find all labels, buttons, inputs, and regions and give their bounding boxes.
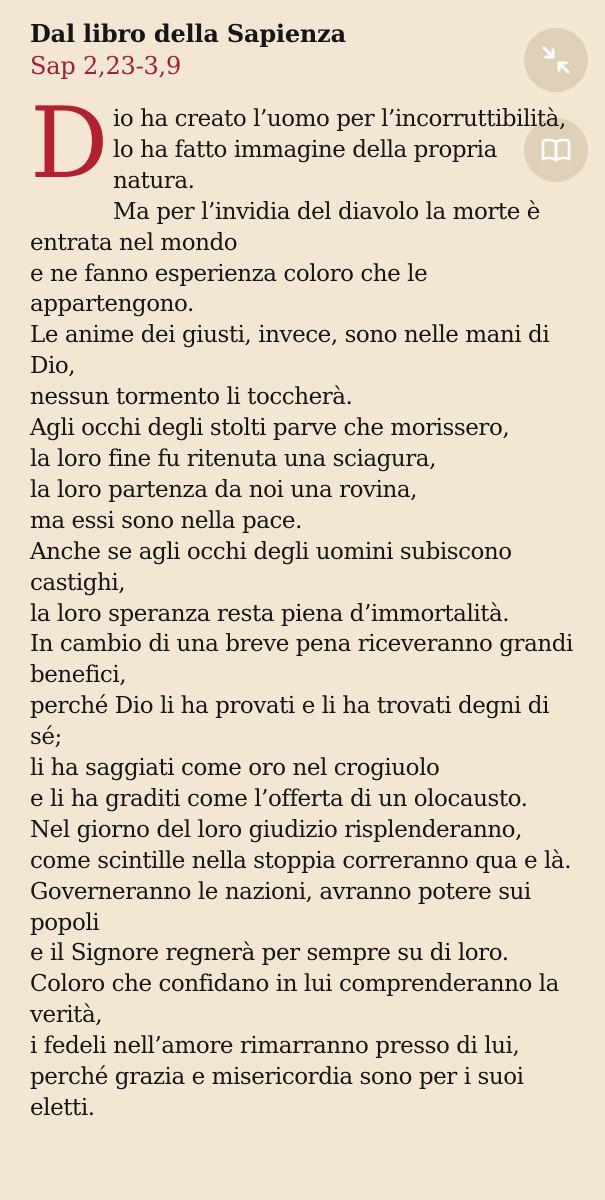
collapse-button[interactable] <box>524 28 588 92</box>
reading-line: sé; <box>30 724 62 751</box>
book-title: Dal libro della Sapienza <box>30 19 346 48</box>
reading-line: benefici, <box>30 662 127 689</box>
reading-line: popoli <box>30 909 100 936</box>
reading-line: natura. <box>113 167 195 194</box>
reading-line: Ma per l’invidia del diavolo la morte è <box>113 198 540 225</box>
reading-line: Governeranno le nazioni, avranno potere sui <box>30 878 531 905</box>
reading-line: ma essi sono nella pace. <box>30 507 302 534</box>
reading-line: come scintille nella stoppia correranno qua e là. <box>30 847 572 874</box>
reading-line: Coloro che confidano in lui comprenderanno la <box>30 971 559 998</box>
reading-line: la loro fine fu ritenuta una sciagura, <box>30 445 436 472</box>
reading-line: castighi, <box>30 569 126 596</box>
reading-header <box>30 18 346 82</box>
reading-text <box>30 104 590 1124</box>
reading-line: In cambio di una breve pena riceveranno grandi <box>30 631 573 658</box>
reading-line: io ha creato l’uomo per l’incorruttibilità, <box>113 106 566 132</box>
reading-line: e li ha graditi come l’offerta di un olocausto. <box>30 785 528 812</box>
scripture-reference: Sap 2,23-3,9 <box>30 52 182 80</box>
reading-line: Anche se agli occhi degli uomini subiscono <box>30 538 512 565</box>
drop-cap: D <box>30 87 109 201</box>
reading-line: verità, <box>30 1002 103 1029</box>
reading-line: perché Dio li ha provati e li ha trovati degni di <box>30 693 549 720</box>
reading-line: la loro partenza da noi una rovina, <box>30 476 417 503</box>
reading-line: Le anime dei giusti, invece, sono nelle mani di <box>30 322 550 349</box>
reading-line: Dio, <box>30 353 76 380</box>
reading-line: la loro speranza resta piena d’immortalità. <box>30 600 510 627</box>
reading-line: entrata nel mondo <box>30 229 238 256</box>
collapse-arrows-icon <box>541 45 571 75</box>
reading-line: e il Signore regnerà per sempre su di loro. <box>30 940 509 967</box>
reading-line: e ne fanno esperienza coloro che le <box>30 260 428 287</box>
reading-line: li ha saggiati come oro nel crogiuolo <box>30 755 440 782</box>
reading-line: perché grazia e misericordia sono per i suoi <box>30 1064 524 1091</box>
reading-line: Nel giorno del loro giudizio risplenderanno, <box>30 816 522 843</box>
reading-line: i fedeli nell’amore rimarranno presso di lui, <box>30 1033 520 1060</box>
reading-line: eletti. <box>30 1095 95 1121</box>
reading-line: nessun tormento li toccherà. <box>30 384 353 411</box>
reading-line: Agli occhi degli stolti parve che morissero, <box>30 415 510 442</box>
reading-line: lo ha fatto immagine della propria <box>113 136 497 163</box>
reading-line: appartengono. <box>30 291 194 318</box>
